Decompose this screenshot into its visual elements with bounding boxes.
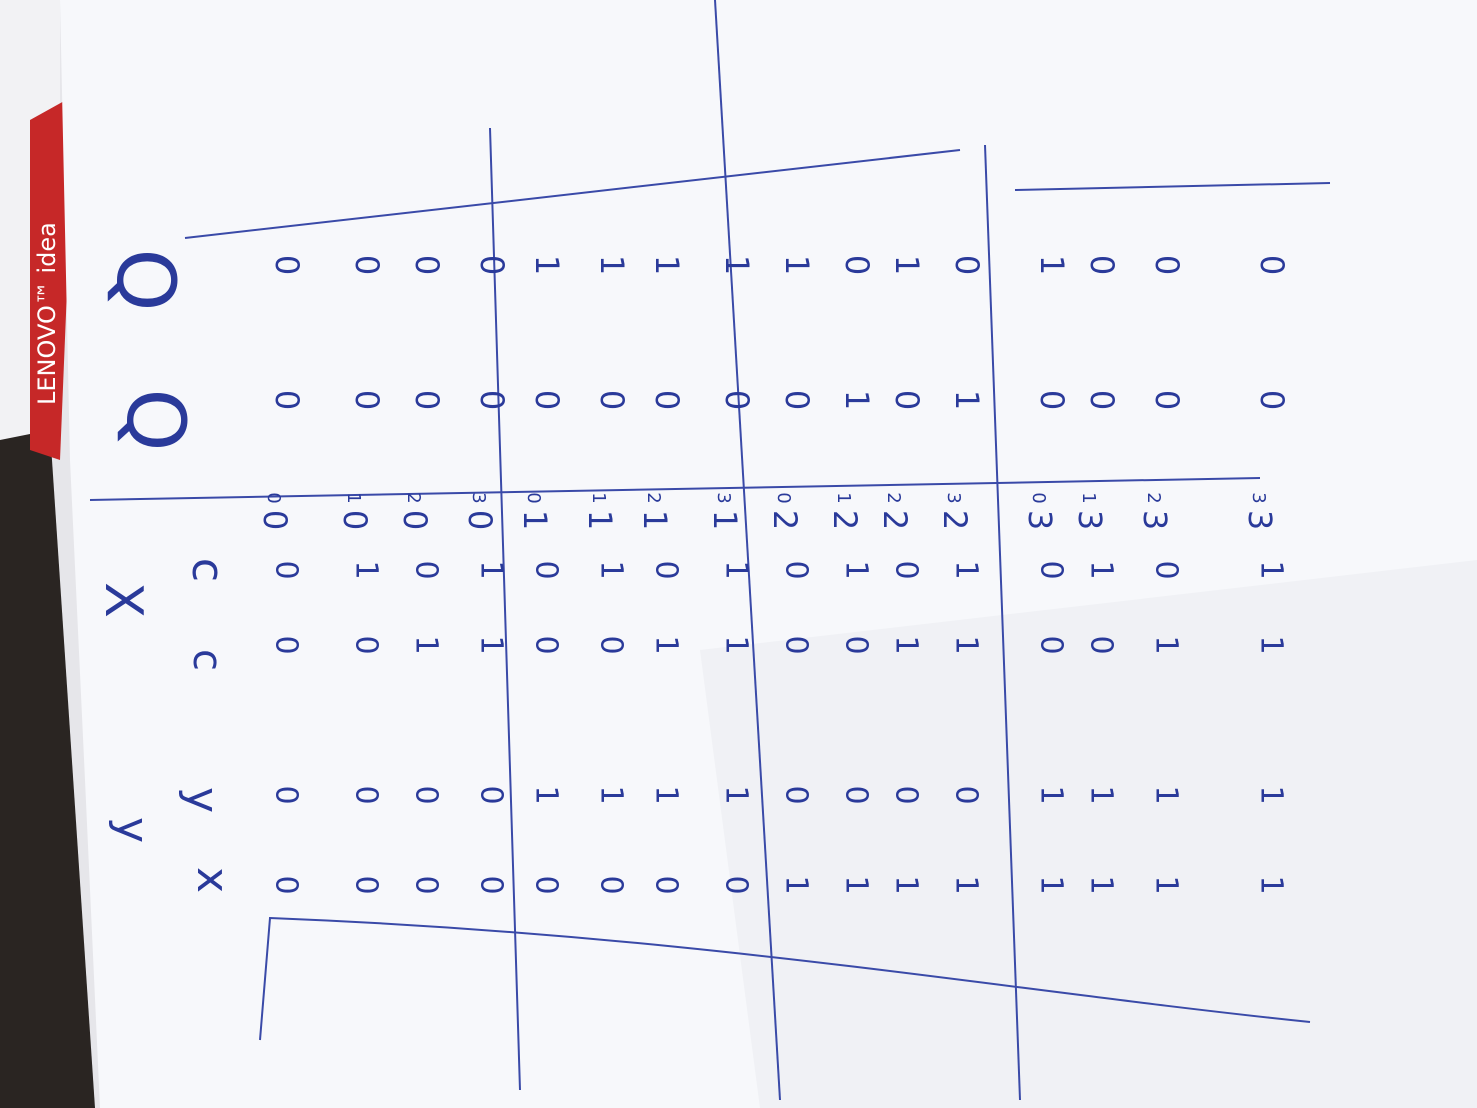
cell-sub: 3	[1248, 492, 1269, 504]
cell-state: 2	[766, 509, 804, 531]
cell-y: 1	[1033, 785, 1069, 805]
cell-q2: 0	[348, 254, 386, 276]
cell-u: 0	[778, 560, 814, 580]
cell-state: 1	[636, 509, 674, 531]
cell-state: 1	[516, 509, 554, 531]
cell-y: 1	[593, 785, 629, 805]
cell-state: 2	[826, 509, 864, 531]
cell-sub: 0	[263, 492, 284, 504]
cell-c: 0	[838, 635, 874, 655]
cell-x: 0	[408, 875, 444, 895]
cell-y: 0	[888, 785, 924, 805]
cell-x: 1	[1083, 875, 1119, 895]
cell-state: 3	[1241, 509, 1279, 531]
cell-q2: 1	[648, 254, 686, 276]
cell-q2: 1	[593, 254, 631, 276]
header-y: y	[177, 786, 228, 814]
cell-u: 1	[948, 560, 984, 580]
cell-x: 0	[348, 875, 384, 895]
header-y-top: y	[107, 816, 158, 844]
cell-c: 0	[1083, 635, 1119, 655]
cell-y: 1	[528, 785, 564, 805]
cell-y: 0	[348, 785, 384, 805]
cell-state: 3	[1071, 509, 1109, 531]
cell-x: 1	[1253, 875, 1289, 895]
cell-x: 1	[778, 875, 814, 895]
cell-sub: 1	[588, 492, 609, 504]
cell-y: 0	[473, 785, 509, 805]
cell-state: 2	[876, 509, 914, 531]
cell-c: 1	[648, 635, 684, 655]
cell-sub: 3	[713, 492, 734, 504]
cell-x: 1	[948, 875, 984, 895]
cell-q2: 1	[778, 254, 816, 276]
cell-c: 1	[718, 635, 754, 655]
cell-c: 0	[1033, 635, 1069, 655]
cell-q2: 1	[718, 254, 756, 276]
cell-u: 0	[648, 560, 684, 580]
cell-q2: 0	[838, 254, 876, 276]
cell-y: 0	[838, 785, 874, 805]
cell-sub: 0	[773, 492, 794, 504]
cell-u: 1	[718, 560, 754, 580]
cell-q1: 1	[948, 389, 986, 411]
header-carry: c	[182, 557, 233, 583]
cell-u: 1	[473, 560, 509, 580]
cell-q1: 0	[648, 389, 686, 411]
cell-q1: 0	[408, 389, 446, 411]
cell-x: 0	[718, 875, 754, 895]
cell-state: 3	[1021, 509, 1059, 531]
cell-y: 0	[408, 785, 444, 805]
cell-c: 1	[408, 635, 444, 655]
cell-sub: 1	[343, 492, 364, 504]
cell-y: 1	[1148, 785, 1184, 805]
cell-c: 0	[268, 635, 304, 655]
header-c: c	[184, 649, 230, 671]
cell-state: 0	[396, 509, 434, 531]
cell-q1: 0	[1253, 389, 1291, 411]
cell-q2: 0	[1148, 254, 1186, 276]
cell-q1: 1	[838, 389, 876, 411]
header-q2: Q	[99, 248, 193, 312]
cell-q2: 0	[1083, 254, 1121, 276]
cell-q2: 0	[1253, 254, 1291, 276]
cell-sub: 3	[468, 492, 489, 504]
header-q1: Q	[109, 388, 203, 452]
cell-u: 0	[1033, 560, 1069, 580]
cell-c: 0	[593, 635, 629, 655]
cell-x: 0	[473, 875, 509, 895]
cell-c: 1	[1253, 635, 1289, 655]
laptop-brand: LENOVO™ idea	[33, 222, 61, 405]
cell-q2: 1	[1033, 254, 1071, 276]
header-x-top: X	[93, 582, 153, 618]
cell-y: 0	[948, 785, 984, 805]
cell-sub: 3	[943, 492, 964, 504]
cell-q1: 0	[593, 389, 631, 411]
cell-q2: 1	[888, 254, 926, 276]
cell-sub: 2	[403, 492, 424, 504]
cell-q1: 0	[528, 389, 566, 411]
cell-q2: 0	[408, 254, 446, 276]
cell-u: 0	[408, 560, 444, 580]
cell-x: 0	[648, 875, 684, 895]
cell-c: 0	[778, 635, 814, 655]
cell-sub: 1	[1078, 492, 1099, 504]
cell-y: 1	[718, 785, 754, 805]
cell-c: 1	[948, 635, 984, 655]
cell-q1: 0	[718, 389, 756, 411]
cell-u: 0	[268, 560, 304, 580]
cell-state: 2	[936, 509, 974, 531]
cell-sub: 2	[643, 492, 664, 504]
cell-q2: 0	[948, 254, 986, 276]
cell-u: 0	[528, 560, 564, 580]
cell-sub: 1	[833, 492, 854, 504]
cell-x: 1	[1148, 875, 1184, 895]
cell-c: 1	[473, 635, 509, 655]
cell-state: 1	[581, 509, 619, 531]
cell-y: 1	[1083, 785, 1119, 805]
cell-x: 0	[268, 875, 304, 895]
cell-y: 1	[648, 785, 684, 805]
cell-c: 0	[348, 635, 384, 655]
cell-q1: 0	[1033, 389, 1071, 411]
cell-x: 1	[888, 875, 924, 895]
cell-q2: 1	[528, 254, 566, 276]
cell-u: 0	[1148, 560, 1184, 580]
cell-y: 0	[268, 785, 304, 805]
cell-x: 1	[838, 875, 874, 895]
cell-u: 1	[348, 560, 384, 580]
cell-q1: 0	[348, 389, 386, 411]
cell-u: 1	[838, 560, 874, 580]
cell-state: 3	[1136, 509, 1174, 531]
cell-y: 1	[1253, 785, 1289, 805]
cell-state: 0	[336, 509, 374, 531]
cell-c: 1	[1148, 635, 1184, 655]
cell-q1: 0	[1148, 389, 1186, 411]
cell-q1: 0	[268, 389, 306, 411]
cell-sub: 2	[883, 492, 904, 504]
cell-u: 1	[1253, 560, 1289, 580]
cell-c: 0	[528, 635, 564, 655]
cell-u: 1	[593, 560, 629, 580]
cell-u: 0	[888, 560, 924, 580]
cell-q1: 0	[888, 389, 926, 411]
cell-state: 1	[706, 509, 744, 531]
cell-y: 0	[778, 785, 814, 805]
cell-sub: 0	[523, 492, 544, 504]
cell-state: 0	[256, 509, 294, 531]
cell-x: 0	[593, 875, 629, 895]
cell-q1: 0	[1083, 389, 1121, 411]
cell-q1: 0	[473, 389, 511, 411]
cell-x: 0	[528, 875, 564, 895]
cell-u: 1	[1083, 560, 1119, 580]
header-x: x	[187, 866, 238, 894]
cell-sub: 0	[1028, 492, 1049, 504]
cell-sub: 2	[1143, 492, 1164, 504]
cell-state: 0	[461, 509, 499, 531]
cell-q2: 0	[268, 254, 306, 276]
cell-x: 1	[1033, 875, 1069, 895]
cell-q2: 0	[473, 254, 511, 276]
cell-q1: 0	[778, 389, 816, 411]
cell-c: 1	[888, 635, 924, 655]
